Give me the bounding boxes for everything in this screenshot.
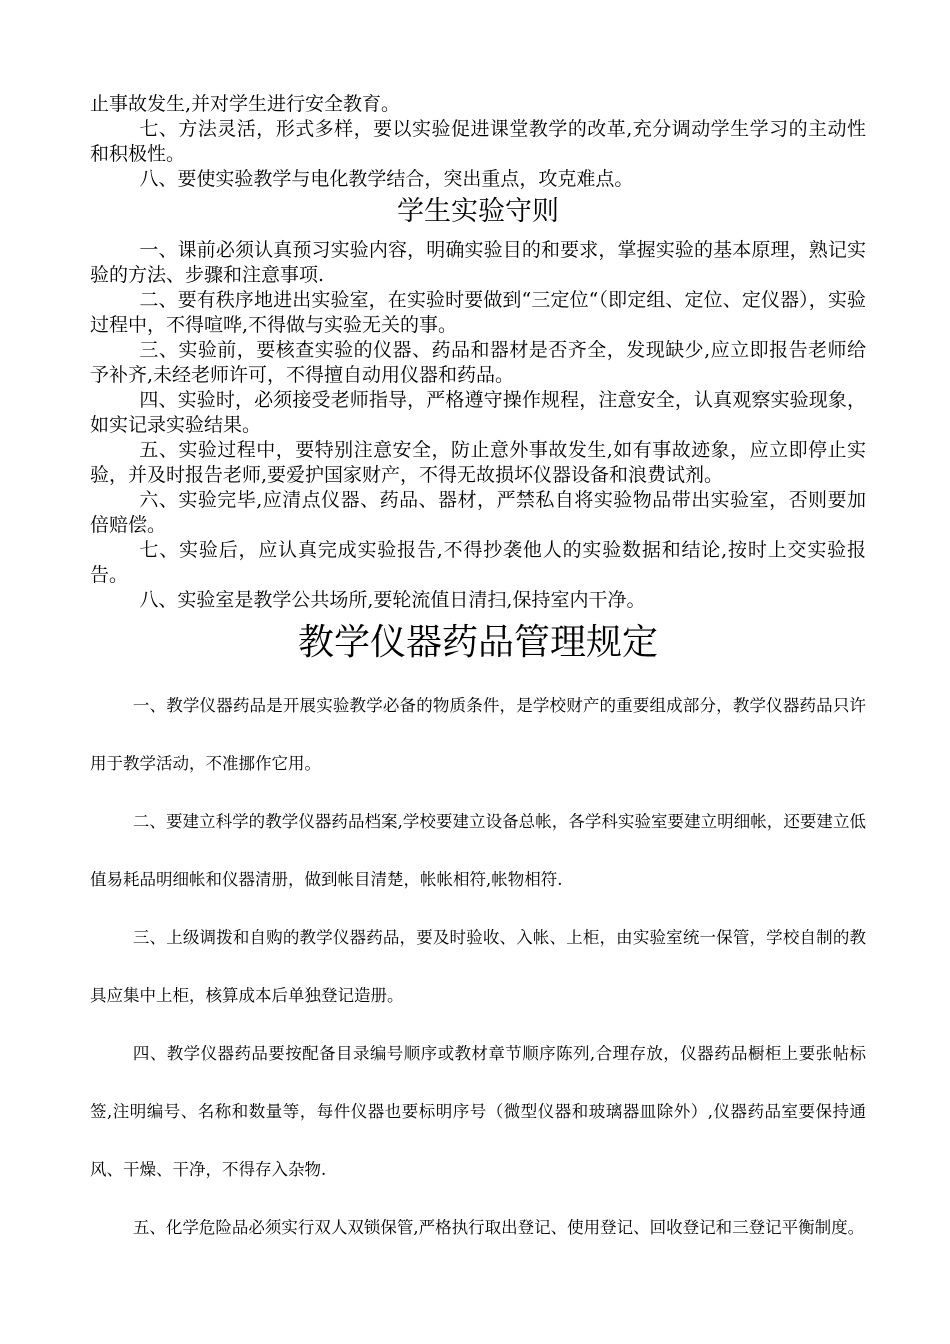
regulation-item-5: 五、化学危险品必须实行双人双锁保管,严格执行取出登记、使用登记、回收登记和三登记平衡制度。: [132, 1218, 865, 1237]
rule-item-7: 七、实验后，应认真完成实验报告,不得抄袭他人的实验数据和结论,按时上交实验报告。: [90, 539, 866, 586]
regulation-item-3: 三、上级调拨和自购的教学仪器药品，要及时验收、入帐、上柜，由实验室统一保管，学校自制的教具应集中上柜，核算成本后单独登记造册。: [90, 928, 866, 1005]
regulation-item-1: 一、教学仪器药品是开展实验教学必备的物质条件，是学校财产的重要组成部分，教学仪器药品只许用于教学活动，不准挪作它用。: [90, 696, 866, 773]
intro-line-1: 止事故发生,并对学生进行安全教育。: [90, 93, 401, 115]
intro-line-3: 八、要使实验教学与电化教学结合，突出重点，攻克难点。: [139, 168, 634, 190]
rule-item-3: 三、实验前，要核查实验的仪器、药品和器材是否齐全，发现缺少,应立即报告老师给予补齐,未经老师许可，不得擅自动用仪器和药品。: [90, 339, 866, 386]
rule-item-8: 八、实验室是教学公共场所,要轮流值日清扫,保持室内干净。: [139, 589, 646, 611]
section1-title: 学生实验守则: [397, 196, 559, 227]
rule-item-2: 二、要有秩序地进出实验室，在实验时要做到“三定位“（即定组、定位、定仪器），实验过程中，不得喧哗,不得做与实验无关的事。: [90, 289, 866, 336]
intro-line-2: 七、方法灵活，形式多样，要以实验促进课堂教学的改革,充分调动学生学习的主动性和积极性。: [90, 118, 866, 165]
regulation-item-4: 四、教学仪器药品要按配备目录编号顺序或教材章节顺序陈列,合理存放，仪器药品橱柜上要张帖标签,注明编号、名称和数量等，每件仪器也要标明序号（微型仪器和玻璃器皿除外）,仪器药品室要保持通风、干燥、干净，不得存入杂物.: [90, 1044, 866, 1179]
document-page: [90, 92, 866, 1257]
section2-title: 教学仪器药品管理规定: [297, 622, 658, 663]
rule-item-1: 一、课前必须认真预习实验内容，明确实验目的和要求，掌握实验的基本原理，熟记实验的方法、步骤和注意事项.: [90, 239, 866, 286]
rule-item-5: 五、实验过程中，要特别注意安全，防止意外事故发生,如有事故迹象，应立即停止实验，并及时报告老师,要爱护国家财产，不得无故损坏仪器设备和浪费试剂。: [90, 439, 866, 486]
rule-item-6: 六、实验完毕,应清点仪器、药品、器材，严禁私自将实验物品带出实验室，否则要加倍赔偿。: [90, 489, 866, 536]
regulation-item-2: 二、要建立科学的教学仪器药品档案,学校要建立设备总帐，各学科实验室要建立明细帐，还要建立低值易耗品明细帐和仪器清册，做到帐目清楚，帐帐相符,帐物相符.: [90, 812, 866, 889]
rule-item-4: 四、实验时，必须接受老师指导，严格遵守操作规程，注意安全，认真观察实验现象，如实记录实验结果。: [90, 389, 866, 436]
